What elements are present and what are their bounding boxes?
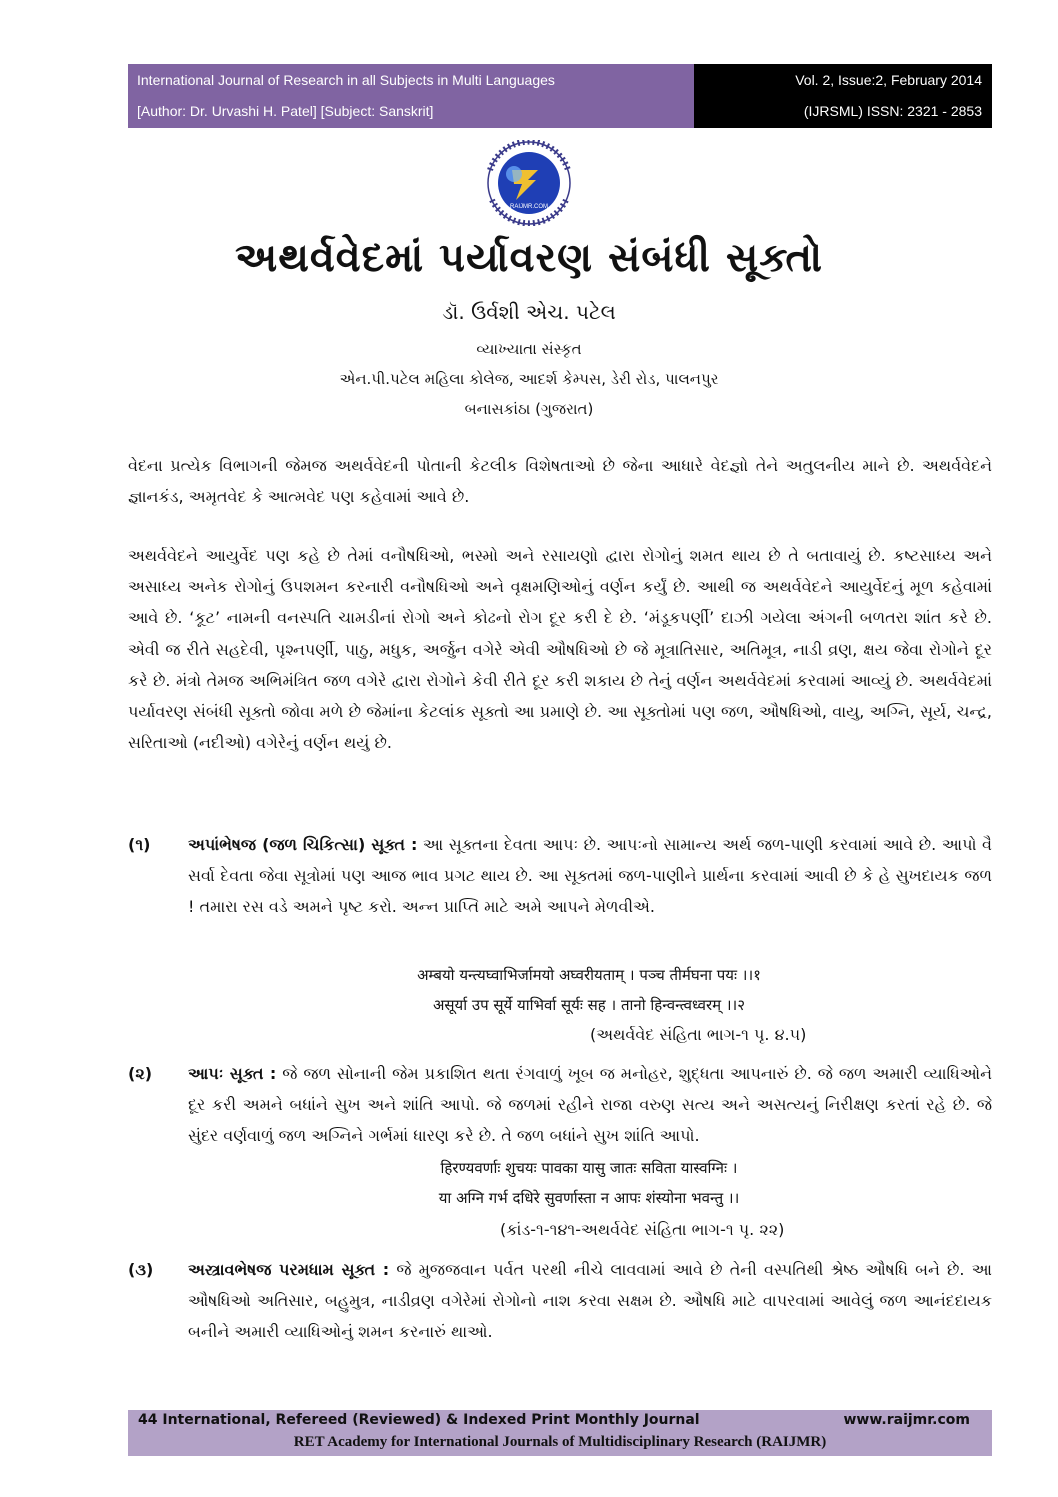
author-subject: [Author: Dr. Urvashi H. Patel] [Subject: Sanskrit] — [137, 103, 434, 119]
item-heading: આપઃ સૂક્ત : — [188, 1064, 277, 1083]
item-text: જે મુજજવાન પર્વત પરથી નીચે લાવવામાં આવે છે તેની વસ્પતિથી શ્રેષ્ઠ ઔષધિ બને છે. આ ઔષધિઓ અતિસાર, બહુમુત્ર, નાડીવ્રણ વગેરેમાં રોગોનો નાશ કરવા સક્ષમ છે. ઔષધિ માટે વાપરવામાં આવેલું જળ આનંદદાયક બનીને અમારી વ્યાધિઓનું શમન કરનારું થાઓ. — [188, 1260, 992, 1341]
footer-journal-info: 44 International, Refereed (Reviewed) & Indexed Print Monthly Journal — [138, 1412, 700, 1428]
page-title: અથર્વવેદમાં પર્યાવરણ સંબંધી સૂક્તો — [235, 234, 823, 281]
paragraph-intro: વેદના પ્રત્યેક વિભાગની જેમજ અથર્વવેદની પોતાની કેટલીક વિશેષતાઓ છે જેના આધારે વેદજ્ઞો તેને અતુલનીય માને છે. અથર્વવેદને જ્ઞાનકંડ, અમૃતવેદ કે આત્મવેદ પણ કહેવામાં આવે છે. — [128, 456, 992, 507]
footer-website-link[interactable]: www.raijmr.com — [843, 1412, 970, 1428]
citation: (કાંડ-૧-૧૪૧-અથર્વવેદ સંહિતા ભાગ-૧ પૃ. ૨૨) — [500, 1220, 785, 1239]
item-number: (૩) — [128, 1260, 154, 1279]
list-item — [128, 829, 992, 922]
item-text: આ સૂક્તના દેવતા આપઃ છે. આપઃનો સામાન્ય અર્થ જળ-પાણી કરવામાં આવે છે. આપો વૈ સર્વા દેવતા જેવા સૂત્રોમાં પણ આજ ભાવ પ્રગટ થાય છે. આ સૂક્તમાં જળ-પાણીને પ્રાર્થના કરવામાં આવી છે કે હે સુખદાયક જળ ! તમારા રસ વડે અમને પૃષ્ટ કરો. અન્ન પ્રાપ્તિ માટે અમે આપને મેળવીએ. — [188, 835, 992, 916]
raijmr-logo-icon — [476, 140, 582, 226]
item-number: (૧) — [128, 835, 151, 854]
item-heading: અસ્ત્રાવભેષજ પરમધામ સૂક્ત : — [188, 1260, 390, 1279]
volume-issue: Vol. 2, Issue:2, February 2014 — [795, 72, 982, 88]
footer-publisher: RET Academy for International Journals of Multidisciplinary Research (RAIJMR) — [293, 1434, 827, 1450]
journal-name: International Journal of Research in all Subjects in Multi Languages — [137, 72, 555, 88]
affiliation-line-1: વ્યાખ્યાતા સંસ્કૃત — [476, 340, 582, 358]
list-item — [128, 1254, 992, 1347]
item-number: (૨) — [128, 1064, 153, 1083]
paragraph-main: અથર્વવેદને આયુર્વેદ પણ કહે છે તેમાં વનૌષધિઓ, ભસ્મો અને રસાયણો દ્વારા રોગોનું શમત થાય છે તે બતાવાયું છે. કષ્ટસાધ્ય અને અસાધ્ય અનેક રોગોનું ઉપશમન કરનારી વનૌષધિઓ અને વૃક્ષમણિઓનું વર્ણન કર્યું છે. આથી જ અથર્વવેદને આયુર્વેદનું મૂળ કહેવામાં આવે છે. ‘કૂટ’ નામની વનસ્પતિ ચામડીનાં રોગો અને કોઢનો રોગ દૂર કરી દે છે. ‘મંડૂકપર્ણી’ દાઝી ગયેલા અંગની બળતરા શાંત કરે છે. એવી જ રીતે સહદેવી, પૃશ્નપર્ણી, પાઠુ, મધુક, અર્જુન વગેરે એવી ઔષધિઓ છે જે મૂત્રાતિસાર, અતિમૂત્ર, નાડી વ્રણ, ક્ષય જેવા રોગોને દૂર કરે છે. મંત્રો તેમજ અભિમંત્રિત જળ વગેરે દ્વારા રોગોને કેવી રીતે દૂર કરી શકાય છે તેનું વર્ણન અથર્વવેદમાં કરવામાં આવ્યું છે. અથર્વવેદમાં પર્યાવરણ સંબંધી સૂક્તો જોવા મળે છે જેમાંના કેટલાંક સૂક્તો આ પ્રમાણે છે. આ સૂક્તોમાં પણ જળ, ઔષધિઓ, વાયુ, અગ્નિ, સૂર્ય, ચન્દ્ર, સરિતાઓ (નદીઓ) વગેરેનું વર્ણન થયું છે. — [128, 546, 992, 753]
logo-text: RAIJMR.COM — [510, 204, 548, 210]
verse-line: असूर्या उप सूर्ये याभिर्वा सूर्यः सह । तानो हिन्वन्त्वध्वरम् ।।२ — [432, 996, 746, 1014]
item-text: જે જળ સોનાની જેમ પ્રકાશિત થતા રંગવાળું ખૂબ જ મનોહર, શુદ્ધતા આપનારું છે. જે જળ અમારી વ્યાધિઓને દૂર કરી અમને બધાંને સુખ અને શાંતિ આપો. જે જળમાં રહીને રાજા વરુણ સત્ય અને અસત્યનું નિરીક્ષણ કરતાં રહે છે. જે સુંદર વર્ણવાળું જળ અગ્નિને ગર્ભમાં ધારણ કરે છે. તે જળ બધાંને સુખ શાંતિ આપો. — [188, 1064, 993, 1145]
verse-line: अम्बयो यन्त्यघ्वाभिर्जामयो अघ्वरीयताम् । पञ्च तीर्मघना पयः ।।१ — [417, 966, 761, 984]
item-heading: અપાંભેષજ (જળ ચિકિત્સા) સૂક્ત : — [188, 835, 418, 854]
list-item — [128, 1058, 992, 1151]
verse-line: या अग्नि गर्भ दधिरे सुवर्णास्ता न आपः शंस्योना भवन्तु ।। — [438, 1189, 740, 1207]
issn: (IJRSML) ISSN: 2321 - 2853 — [803, 103, 982, 119]
affiliation-line-3: બનાસકાંઠા (ગુજરાત) — [464, 400, 594, 418]
citation: (અથર્વવેદ સંહિતા ભાગ-૧ પૃ. ૪.૫) — [590, 1025, 807, 1044]
affiliation-line-2: એન.પી.પટેલ મહિલા કોલેજ, આદર્શ કેમ્પસ, ડેરી રોડ, પાલનપુર — [339, 370, 719, 388]
author-name: ડૉ. ઉર્વશી એચ. પટેલ — [442, 300, 616, 324]
verse-line: हिरण्यवर्णाः शुचयः पावका यासु जातः सविता यास्वग्निः । — [440, 1159, 738, 1177]
